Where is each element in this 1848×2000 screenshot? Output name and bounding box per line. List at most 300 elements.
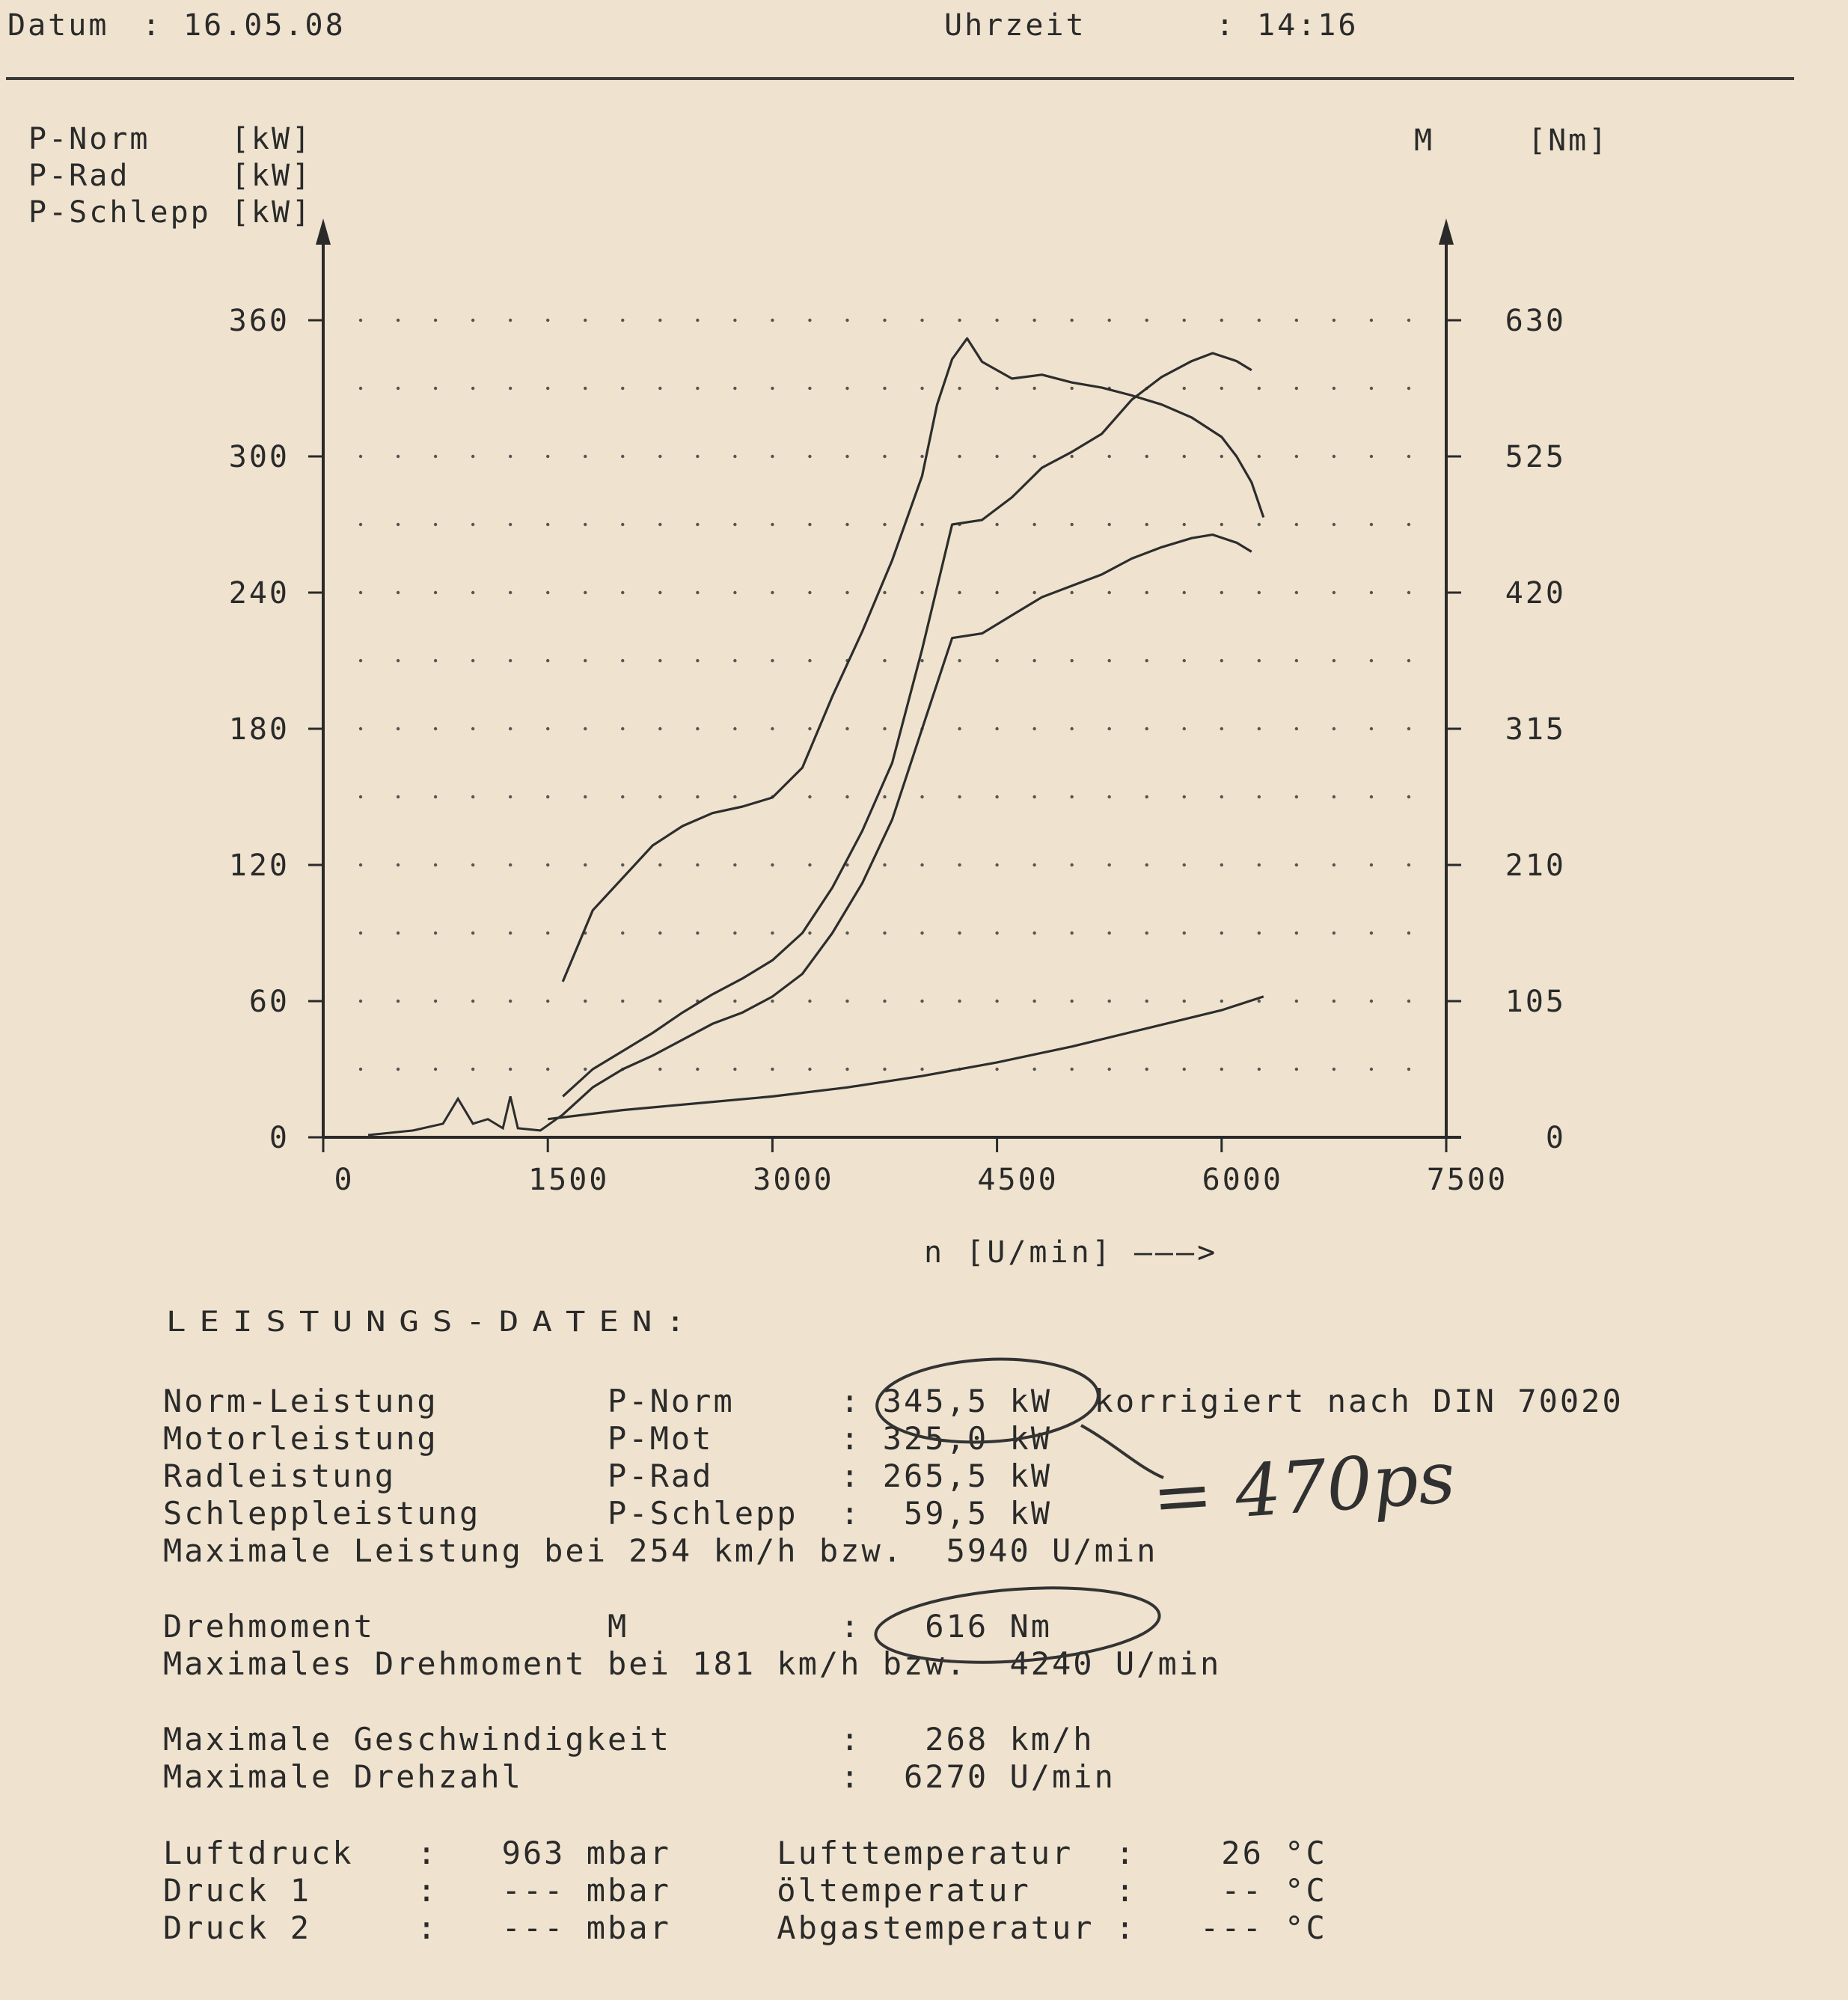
grid-dot: [1370, 523, 1373, 526]
grid-dot: [696, 659, 699, 662]
grid-dot: [1070, 795, 1073, 798]
grid-dot: [1183, 863, 1186, 866]
grid-dot: [1032, 319, 1035, 322]
grid-dot: [1145, 863, 1148, 866]
grid-dot: [584, 455, 587, 458]
grid-dot: [995, 1068, 998, 1071]
grid-dot: [434, 387, 437, 390]
grid-dot: [1220, 1000, 1223, 1003]
grid-dot: [920, 523, 923, 526]
grid-dot: [546, 1000, 549, 1003]
grid-dot: [883, 455, 886, 458]
grid-dot: [808, 659, 811, 662]
grid-dot: [359, 455, 362, 458]
grid-dot: [808, 591, 811, 594]
grid-dot: [696, 863, 699, 866]
grid-dot: [546, 319, 549, 322]
grid-dot: [1183, 727, 1186, 730]
grid-dot: [397, 387, 400, 390]
grid-dot: [621, 591, 624, 594]
x-tick-label: 7500: [1426, 1163, 1508, 1197]
grid-dot: [658, 1068, 661, 1071]
grid-dot: [883, 319, 886, 322]
grid-dot: [1070, 727, 1073, 730]
grid-dot: [1370, 795, 1373, 798]
grid-dot: [546, 863, 549, 866]
grid-dot: [1032, 863, 1035, 866]
grid-dot: [1183, 591, 1186, 594]
grid-dot: [696, 387, 699, 390]
grid-dot: [845, 727, 848, 730]
y-right-tick-label: 210: [1505, 848, 1566, 883]
grid-dot: [584, 795, 587, 798]
grid-dot: [1108, 455, 1111, 458]
data-line: Norm-Leistung P-Norm : 345,5 kW korrigiert nach DIN 70020: [163, 1383, 1624, 1419]
grid-dot: [1145, 591, 1148, 594]
grid-dot: [1220, 387, 1223, 390]
grid-dot: [509, 795, 512, 798]
grid-dot: [658, 455, 661, 458]
grid-dot: [1407, 319, 1410, 322]
grid-dot: [1183, 932, 1186, 935]
y-right-tick-label: 0: [1545, 1121, 1566, 1155]
grid-dot: [733, 319, 736, 322]
grid-dot: [920, 319, 923, 322]
grid-dot: [808, 795, 811, 798]
grid-dot: [1295, 523, 1298, 526]
grid-dot: [509, 727, 512, 730]
grid-dot: [1220, 319, 1223, 322]
grid-dot: [1145, 659, 1148, 662]
grid-dot: [546, 1068, 549, 1071]
grid-dot: [1108, 591, 1111, 594]
grid-dot: [471, 387, 474, 390]
grid-dot: [1108, 659, 1111, 662]
grid-dot: [397, 659, 400, 662]
grid-dot: [434, 523, 437, 526]
grid-dot: [808, 727, 811, 730]
grid-dot: [1220, 932, 1223, 935]
grid-dot: [621, 795, 624, 798]
grid-dot: [995, 795, 998, 798]
grid-dot: [1145, 455, 1148, 458]
grid-dot: [883, 387, 886, 390]
y-right-tick-label: 630: [1505, 304, 1566, 338]
grid-dot: [808, 932, 811, 935]
grid-dot: [1070, 932, 1073, 935]
y-axis-right-arrow: [1439, 218, 1454, 245]
grid-dot: [434, 932, 437, 935]
grid-dot: [1145, 523, 1148, 526]
grid-dot: [1407, 863, 1410, 866]
grid-dot: [733, 455, 736, 458]
grid-dot: [434, 795, 437, 798]
grid-dot: [808, 387, 811, 390]
grid-dot: [1407, 455, 1410, 458]
date-value: 16.05.08: [183, 8, 346, 43]
grid-dot: [621, 863, 624, 866]
y-left-tick-label: 120: [228, 848, 290, 883]
grid-dot: [509, 659, 512, 662]
grid-dot: [1183, 523, 1186, 526]
data-line: Drehmoment M : 616 Nm: [163, 1608, 1053, 1645]
data-line: Maximales Drehmoment bei 181 km/h bzw. 4240 U/min: [163, 1645, 1222, 1682]
grid-dot: [1295, 455, 1298, 458]
grid-dot: [733, 863, 736, 866]
grid-dot: [733, 1068, 736, 1071]
grid-dot: [1407, 795, 1410, 798]
grid-dot: [995, 727, 998, 730]
grid-dot: [471, 591, 474, 594]
grid-dot: [359, 319, 362, 322]
grid-dot: [1258, 659, 1261, 662]
grid-dot: [359, 795, 362, 798]
grid-dot: [471, 1068, 474, 1071]
grid-dot: [845, 932, 848, 935]
grid-dot: [1220, 659, 1223, 662]
grid-dot: [696, 727, 699, 730]
grid-dot: [1407, 932, 1410, 935]
grid-dot: [771, 727, 774, 730]
grid-dot: [397, 455, 400, 458]
data-line: Maximale Leistung bei 254 km/h bzw. 5940 U/min: [163, 1532, 1158, 1569]
grid-dot: [434, 1000, 437, 1003]
time-colon: :: [1216, 8, 1237, 43]
grid-dot: [546, 727, 549, 730]
grid-dot: [883, 795, 886, 798]
y-right-tick-label: 420: [1505, 576, 1566, 611]
grid-dot: [995, 523, 998, 526]
y-left-tick-label: 360: [228, 304, 290, 338]
data-line: Druck 2 : --- mbar Abgastemperatur : --- °C: [163, 1909, 1327, 1946]
grid-dot: [1333, 659, 1335, 662]
grid-dot: [845, 455, 848, 458]
grid-dot: [1145, 1000, 1148, 1003]
grid-dot: [958, 387, 961, 390]
y-left-tick-label: 180: [228, 712, 290, 747]
series-line-low-rpm-noise: [368, 1096, 563, 1135]
grid-dot: [1108, 863, 1111, 866]
grid-dot: [995, 591, 998, 594]
grid-dot: [920, 932, 923, 935]
grid-dot: [1295, 727, 1298, 730]
grid-dot: [658, 319, 661, 322]
grid-dot: [509, 591, 512, 594]
grid-dot: [1220, 455, 1223, 458]
grid-dot: [584, 591, 587, 594]
grid-dot: [958, 795, 961, 798]
grid-dot: [958, 591, 961, 594]
grid-dot: [1145, 727, 1148, 730]
y-right-tick-label: 525: [1505, 440, 1566, 474]
grid-dot: [1108, 523, 1111, 526]
grid-dot: [1407, 659, 1410, 662]
grid-dot: [471, 795, 474, 798]
grid-dot: [845, 387, 848, 390]
grid-dot: [1258, 863, 1261, 866]
grid-dot: [733, 387, 736, 390]
grid-dot: [1370, 1000, 1373, 1003]
grid-dot: [471, 523, 474, 526]
grid-dot: [808, 455, 811, 458]
grid-dot: [658, 932, 661, 935]
grid-dot: [1333, 863, 1335, 866]
grid-dot: [771, 659, 774, 662]
grid-dot: [808, 1000, 811, 1003]
grid-dot: [995, 455, 998, 458]
grid-dot: [1183, 795, 1186, 798]
y-left-tick-label: 300: [228, 440, 290, 474]
grid-dot: [995, 932, 998, 935]
grid-dot: [1070, 591, 1073, 594]
grid-dot: [509, 1000, 512, 1003]
data-line: Radleistung P-Rad : 265,5 kW: [163, 1458, 1053, 1494]
data-line: Luftdruck : 963 mbar Lufttemperatur : 26 °C: [163, 1835, 1327, 1871]
grid-dot: [845, 591, 848, 594]
grid-dot: [958, 932, 961, 935]
grid-dot: [771, 387, 774, 390]
grid-dot: [733, 932, 736, 935]
grid-dot: [1032, 591, 1035, 594]
grid-dot: [658, 523, 661, 526]
grid-dot: [359, 932, 362, 935]
grid-dot: [696, 455, 699, 458]
grid-dot: [1407, 1068, 1410, 1071]
grid-dot: [1108, 1068, 1111, 1071]
grid-dot: [509, 863, 512, 866]
grid-dot: [434, 319, 437, 322]
grid-dot: [883, 523, 886, 526]
grid-dot: [1333, 1068, 1335, 1071]
series-line-p-schlepp: [548, 997, 1264, 1119]
grid-dot: [1183, 387, 1186, 390]
grid-dot: [1070, 659, 1073, 662]
grid-dot: [1183, 319, 1186, 322]
grid-dot: [471, 1000, 474, 1003]
grid-dot: [995, 659, 998, 662]
grid-dot: [1032, 659, 1035, 662]
grid-dot: [845, 523, 848, 526]
grid-dot: [1333, 455, 1335, 458]
grid-dot: [1407, 387, 1410, 390]
grid-dot: [359, 523, 362, 526]
grid-dot: [359, 591, 362, 594]
grid-dot: [1407, 523, 1410, 526]
grid-dot: [696, 523, 699, 526]
grid-dot: [1295, 795, 1298, 798]
grid-dot: [434, 1068, 437, 1071]
grid-dot: [1108, 932, 1111, 935]
grid-dot: [1070, 387, 1073, 390]
grid-dot: [658, 727, 661, 730]
grid-dot: [1333, 523, 1335, 526]
grid-dot: [1258, 591, 1261, 594]
grid-dot: [1407, 727, 1410, 730]
grid-dot: [1108, 727, 1111, 730]
handwritten-annotation: = 470ps: [1149, 1435, 1458, 1540]
grid-dot: [696, 932, 699, 935]
grid-dot: [1295, 1068, 1298, 1071]
grid-dot: [397, 795, 400, 798]
grid-dot: [359, 863, 362, 866]
grid-dot: [1370, 387, 1373, 390]
grid-dot: [1032, 1068, 1035, 1071]
grid-dot: [658, 387, 661, 390]
legend-right-symbol: M: [1414, 123, 1435, 158]
legend-right-unit: [Nm]: [1528, 123, 1609, 158]
grid-dot: [771, 319, 774, 322]
x-tick-label: 6000: [1202, 1163, 1283, 1197]
grid-dot: [1333, 932, 1335, 935]
grid-dot: [471, 863, 474, 866]
grid-dot: [1070, 863, 1073, 866]
grid-dot: [808, 319, 811, 322]
grid-dot: [1258, 319, 1261, 322]
grid-dot: [958, 455, 961, 458]
grid-dot: [1183, 1068, 1186, 1071]
grid-dot: [658, 1000, 661, 1003]
grid-dot: [958, 1000, 961, 1003]
grid-dot: [621, 319, 624, 322]
grid-dot: [1108, 319, 1111, 322]
grid-dot: [1220, 591, 1223, 594]
grid-dot: [1145, 795, 1148, 798]
grid-dot: [434, 659, 437, 662]
grid-dot: [733, 1000, 736, 1003]
grid-dot: [658, 659, 661, 662]
grid-dot: [696, 1068, 699, 1071]
grid-dot: [1032, 1000, 1035, 1003]
grid-dot: [995, 1000, 998, 1003]
grid-dot: [397, 727, 400, 730]
grid-dot: [359, 659, 362, 662]
grid-dot: [1333, 727, 1335, 730]
grid-dot: [1370, 1068, 1373, 1071]
grid-dot: [1370, 932, 1373, 935]
grid-dot: [546, 523, 549, 526]
grid-dot: [1220, 523, 1223, 526]
grid-dot: [1220, 1068, 1223, 1071]
grid-dot: [471, 659, 474, 662]
grid-dot: [658, 591, 661, 594]
grid-dot: [845, 1068, 848, 1071]
data-line: Maximale Drehzahl : 6270 U/min: [163, 1758, 1116, 1795]
grid-dot: [1407, 1000, 1410, 1003]
grid-dot: [771, 591, 774, 594]
grid-dot: [696, 319, 699, 322]
data-line: Druck 1 : --- mbar öltemperatur : -- °C: [163, 1872, 1327, 1909]
chart-axes: [316, 218, 1461, 1137]
grid-dot: [920, 387, 923, 390]
grid-dot: [1370, 659, 1373, 662]
grid-dot: [1258, 1000, 1261, 1003]
grid-dot: [584, 659, 587, 662]
grid-dot: [1333, 591, 1335, 594]
grid-dot: [621, 659, 624, 662]
grid-dot: [958, 659, 961, 662]
grid-dot: [1032, 727, 1035, 730]
date-colon: :: [142, 8, 163, 43]
grid-dot: [471, 455, 474, 458]
grid-dot: [359, 1068, 362, 1071]
grid-dot: [733, 591, 736, 594]
grid-dot: [584, 523, 587, 526]
grid-dot: [883, 863, 886, 866]
grid-dot: [1258, 727, 1261, 730]
grid-dot: [771, 523, 774, 526]
grid-dot: [845, 1000, 848, 1003]
time-label: Uhrzeit: [944, 8, 1086, 43]
grid-dot: [845, 319, 848, 322]
grid-dot: [808, 863, 811, 866]
grid-dot: [397, 591, 400, 594]
grid-dot: [920, 795, 923, 798]
grid-dot: [584, 387, 587, 390]
grid-dot: [1032, 795, 1035, 798]
grid-dot: [696, 795, 699, 798]
grid-dot: [883, 659, 886, 662]
grid-dot: [1070, 455, 1073, 458]
grid-dot: [883, 1068, 886, 1071]
grid-dot: [397, 932, 400, 935]
y-right-tick-label: 315: [1505, 712, 1566, 747]
grid-dot: [1108, 1000, 1111, 1003]
grid-dot: [733, 727, 736, 730]
grid-dot: [995, 863, 998, 866]
grid-dot: [920, 863, 923, 866]
grid-dot: [397, 523, 400, 526]
grid-dot: [1183, 1000, 1186, 1003]
grid-dot: [771, 455, 774, 458]
y-left-tick-label: 60: [248, 985, 290, 1019]
grid-dot: [1407, 591, 1410, 594]
grid-dot: [1370, 591, 1373, 594]
y-left-tick-label: 0: [269, 1121, 290, 1155]
grid-dot: [1370, 863, 1373, 866]
grid-dot: [471, 319, 474, 322]
grid-dot: [1333, 319, 1335, 322]
grid-dot: [920, 1000, 923, 1003]
section-title: LEISTUNGS-DATEN:: [166, 1305, 699, 1339]
grid-dot: [397, 319, 400, 322]
grid-dot: [584, 1068, 587, 1071]
grid-dot: [658, 863, 661, 866]
grid-dot: [1370, 727, 1373, 730]
grid-dot: [434, 863, 437, 866]
grid-dot: [546, 591, 549, 594]
grid-dot: [509, 319, 512, 322]
data-line: Motorleistung P-Mot : 325,0 kW: [163, 1420, 1053, 1457]
grid-dot: [546, 932, 549, 935]
grid-dot: [995, 387, 998, 390]
grid-dot: [1295, 863, 1298, 866]
grid-dot: [584, 863, 587, 866]
grid-dot: [1333, 1000, 1335, 1003]
grid-dot: [808, 1068, 811, 1071]
data-line: Maximale Geschwindigkeit : 268 km/h: [163, 1721, 1095, 1758]
grid-dot: [621, 1000, 624, 1003]
grid-dot: [434, 455, 437, 458]
grid-dot: [1145, 319, 1148, 322]
grid-dot: [920, 455, 923, 458]
grid-dot: [845, 795, 848, 798]
grid-dot: [1220, 727, 1223, 730]
grid-dot: [1220, 863, 1223, 866]
grid-dot: [621, 455, 624, 458]
grid-dot: [1370, 455, 1373, 458]
grid-dot: [920, 1068, 923, 1071]
grid-dot: [509, 523, 512, 526]
